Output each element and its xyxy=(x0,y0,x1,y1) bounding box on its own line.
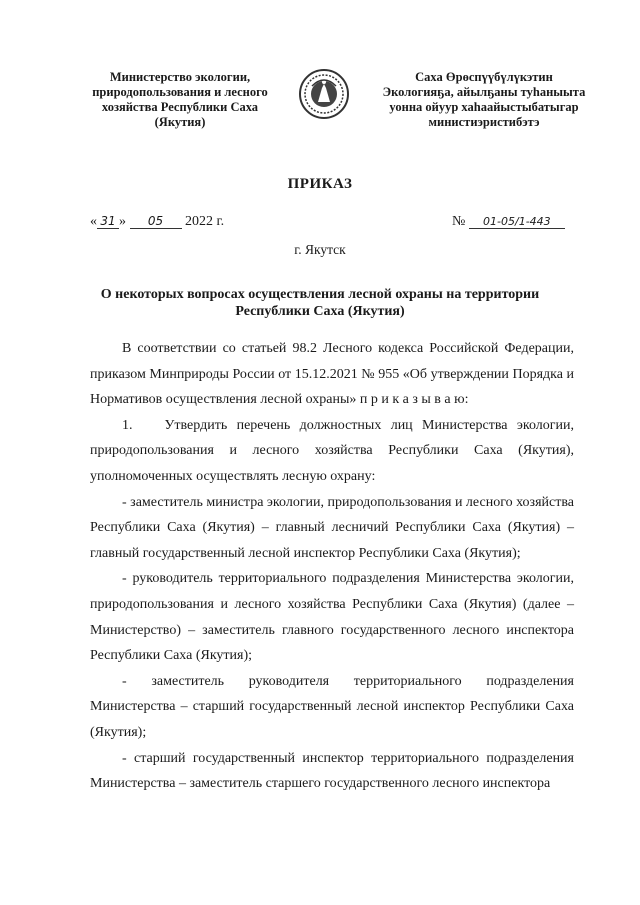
item-paragraph xyxy=(90,413,574,490)
number-value: 01-05/1-443 xyxy=(469,215,565,229)
ministry-name-line: Экологияҕа, айылҕаны туһаныыта xyxy=(382,85,586,99)
preamble-paragraph: В соответствии со статьей 98.2 Лесного кодекса Российской Федерации, приказом Минприроды России от 15.12.2021 № 955 «Об утверждении Порядка и Нормативов осуществления лесной охраны» п р и к а з ы в а ю: xyxy=(90,341,574,408)
list-item: - заместитель руководителя территориального подразделения Министерства – старший государственный лесной инспектор Республики Саха (Якутия); xyxy=(90,673,574,740)
subject-line: О некоторых вопросах осуществления лесной охраны на территории xyxy=(100,287,540,302)
order-date xyxy=(90,214,224,230)
ministry-name-line: уонна ойуур хаһаайыстыбатыгар xyxy=(389,100,579,114)
order-subject xyxy=(100,286,540,320)
ministry-name-line: Министерство экологии, xyxy=(109,70,251,84)
number-sign: № xyxy=(452,214,466,229)
date-quote-close: » xyxy=(119,214,126,229)
date-year: 2022 г. xyxy=(185,214,225,229)
date-month: 05 xyxy=(130,214,182,229)
item-text: Утвердить перечень должностных лиц Министерства экологии, природопользования и лесного хозяйства Республики Саха (Якутия), уполномоченных осуществлять лесную охрану: xyxy=(90,417,574,484)
ministry-name-line: (Якутия) xyxy=(154,115,206,129)
subject-line: Республики Саха (Якутия) xyxy=(235,304,405,319)
date-day: 31 xyxy=(97,214,119,229)
coat-of-arms-emblem-icon xyxy=(298,66,350,122)
ministry-name-russian xyxy=(80,70,280,130)
city-of-issue: г. Якутск xyxy=(294,242,346,257)
ministry-name-line: природопользования и лесного xyxy=(92,85,268,99)
list-item: - руководитель территориального подразделения Министерства экологии, природопользования и лесного хозяйства Республики Саха (Якутия) (далее – Министерство) – заместитель главного государственного лесного инспектора Республики Саха (Якутия); xyxy=(90,571,574,664)
ministry-name-line: министиэристибэтэ xyxy=(428,115,540,129)
ministry-name-line: Саха Өрөспүүбүлүкэтин xyxy=(415,70,553,84)
order-number xyxy=(452,214,565,230)
order-body xyxy=(90,336,574,797)
ministry-name-sakha xyxy=(368,70,600,130)
ministry-name-line: хозяйства Республики Саха xyxy=(101,100,259,114)
document-type-title: ПРИКАЗ xyxy=(287,176,353,192)
list-item: - старший государственный инспектор территориального подразделения Министерства – заместитель старшего государственного лесного инспектора xyxy=(90,750,574,792)
date-quote-open: « xyxy=(90,214,97,229)
item-number: 1. xyxy=(122,417,133,433)
list-item: - заместитель министра экологии, природопользования и лесного хозяйства Республики Саха (Якутия) – главный лесничий Республики Саха (Якутия) – главный государственный лесной инспектор Республики Саха (Якутия); xyxy=(90,494,574,561)
